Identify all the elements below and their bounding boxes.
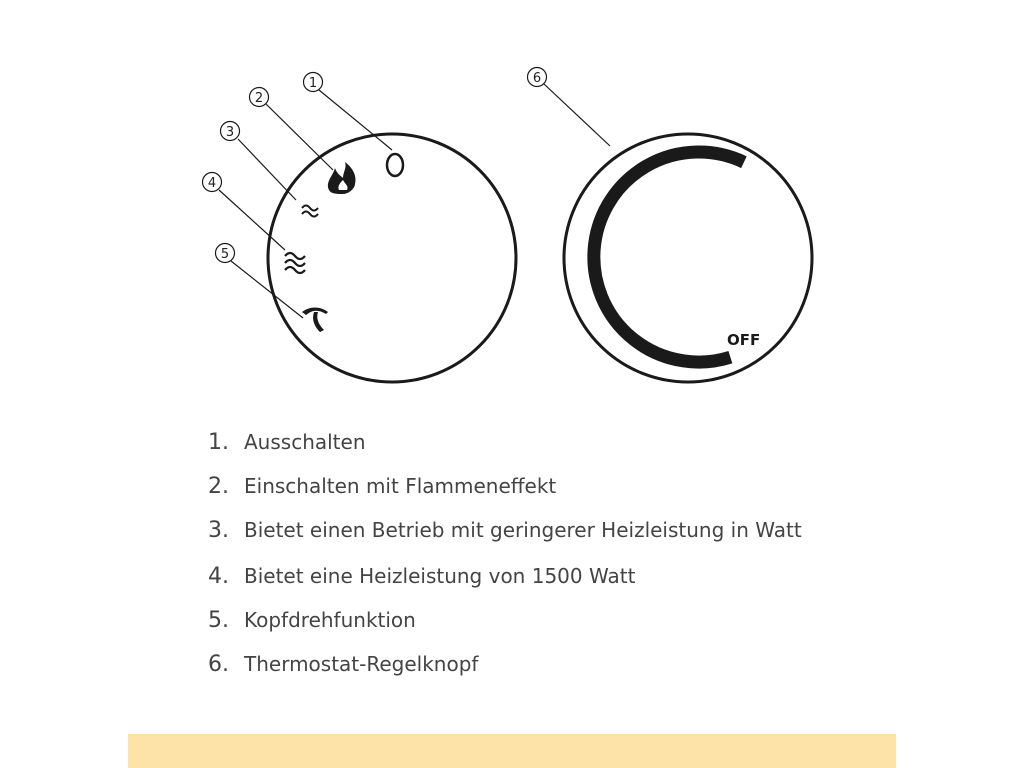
- legend-text: Bietet eine Heizleistung von 1500 Watt: [244, 564, 636, 588]
- off-label: OFF: [727, 331, 761, 349]
- svg-text:6: 6: [532, 71, 542, 86]
- legend-item: [208, 564, 802, 608]
- callout-1: [304, 73, 323, 92]
- legend-text: Kopfdrehfunktion: [244, 608, 416, 632]
- legend-number: 4.: [208, 564, 229, 589]
- off-symbol-icon: [387, 154, 403, 176]
- mode-selector-knob[interactable]: [268, 134, 516, 382]
- svg-text:2: 2: [254, 91, 264, 106]
- legend-item: [208, 430, 802, 474]
- leader-lines: [219, 84, 610, 318]
- legend-text: Thermostat-Regelknopf: [244, 652, 479, 676]
- thermostat-knob[interactable]: [564, 134, 812, 382]
- legend-item: [208, 608, 802, 652]
- legend-item: [208, 652, 802, 696]
- callout-6: [528, 68, 547, 87]
- legend-item: [208, 474, 802, 518]
- legend-number: 5.: [208, 608, 229, 633]
- high-heat-wave-icon: [285, 253, 305, 273]
- callout-2: [250, 88, 269, 107]
- svg-text:4: 4: [207, 176, 217, 191]
- thermostat-arc: [594, 152, 744, 362]
- svg-text:1: 1: [308, 76, 318, 91]
- callout-4: [203, 173, 222, 192]
- legend-number: 2.: [208, 474, 229, 499]
- legend-item: [208, 518, 802, 562]
- callout-5: [216, 244, 235, 263]
- legend-number: 3.: [208, 518, 229, 543]
- legend-number: 6.: [208, 652, 229, 677]
- legend-number: 1.: [208, 430, 229, 455]
- legend-text: Ausschalten: [244, 430, 366, 454]
- low-heat-wave-icon: [302, 206, 318, 217]
- svg-text:5: 5: [220, 247, 230, 262]
- footer-band: [128, 734, 896, 768]
- callout-3: [221, 122, 240, 141]
- svg-text:3: 3: [225, 125, 235, 140]
- legend-text: Einschalten mit Flammeneffekt: [244, 474, 557, 498]
- legend-text: Bietet einen Betrieb mit geringerer Heizleistung in Watt: [244, 518, 802, 542]
- oscillation-icon: [302, 308, 328, 333]
- flame-icon: [328, 162, 356, 194]
- legend-list: [208, 430, 802, 696]
